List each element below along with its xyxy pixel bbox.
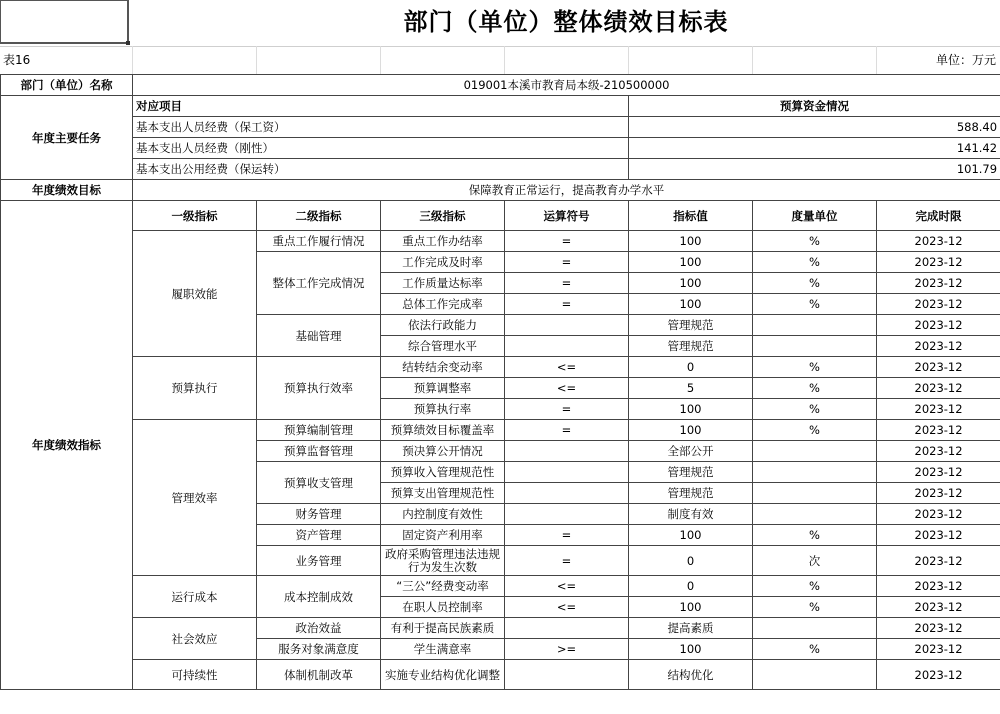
deadline-cell[interactable]: 2023-12 — [877, 420, 1000, 441]
deadline-cell[interactable]: 2023-12 — [877, 462, 1000, 483]
operator-cell[interactable] — [505, 618, 629, 639]
operator-cell[interactable]: <= — [505, 378, 629, 399]
operator-cell[interactable] — [505, 483, 629, 504]
operator-cell[interactable] — [505, 504, 629, 525]
value-cell[interactable]: 结构优化 — [629, 660, 753, 690]
l2-cell[interactable]: 整体工作完成情况 — [257, 252, 381, 315]
l3-cell[interactable]: 预算收入管理规范性 — [381, 462, 505, 483]
unit-cell[interactable] — [753, 441, 877, 462]
gridline — [876, 46, 877, 74]
value-cell[interactable]: 0 — [629, 546, 753, 576]
value-cell[interactable]: 100 — [629, 639, 753, 660]
header-unit: 度量单位 — [753, 201, 877, 231]
deadline-cell[interactable]: 2023-12 — [877, 597, 1000, 618]
task-budget[interactable]: 101.79 — [629, 159, 1000, 180]
operator-cell[interactable]: <= — [505, 576, 629, 597]
value-cell[interactable]: 制度有效 — [629, 504, 753, 525]
l1-cell[interactable]: 可持续性 — [133, 660, 257, 690]
l2-cell[interactable]: 重点工作履行情况 — [257, 231, 381, 252]
gridline — [504, 46, 505, 74]
operator-cell[interactable] — [505, 660, 629, 690]
unit-cell[interactable]: 次 — [753, 546, 877, 576]
operator-cell[interactable]: >= — [505, 639, 629, 660]
task-budget[interactable]: 588.40 — [629, 117, 1000, 138]
l3-cell[interactable]: 预算绩效目标覆盖率 — [381, 420, 505, 441]
unit-cell[interactable] — [753, 504, 877, 525]
gridline — [380, 46, 381, 74]
unit-cell[interactable]: % — [753, 252, 877, 273]
tasks-header-project: 对应项目 — [133, 96, 629, 117]
task-project[interactable]: 基本支出公用经费（保运转） — [133, 159, 629, 180]
l2-cell[interactable]: 预算执行效率 — [257, 357, 381, 420]
deadline-cell[interactable]: 2023-12 — [877, 504, 1000, 525]
unit-cell[interactable]: % — [753, 420, 877, 441]
operator-cell[interactable]: = — [505, 525, 629, 546]
value-cell[interactable]: 100 — [629, 420, 753, 441]
deadline-cell[interactable]: 2023-12 — [877, 315, 1000, 336]
deadline-cell[interactable]: 2023-12 — [877, 231, 1000, 252]
l3-cell[interactable]: 总体工作完成率 — [381, 294, 505, 315]
l3-cell[interactable]: 预决算公开情况 — [381, 441, 505, 462]
value-cell[interactable]: 100 — [629, 597, 753, 618]
fill-handle[interactable] — [126, 41, 130, 45]
operator-cell[interactable]: = — [505, 420, 629, 441]
l3-cell[interactable]: “三公”经费变动率 — [381, 576, 505, 597]
deadline-cell[interactable]: 2023-12 — [877, 294, 1000, 315]
deadline-cell[interactable]: 2023-12 — [877, 336, 1000, 357]
header-value: 指标值 — [629, 201, 753, 231]
operator-cell[interactable]: <= — [505, 597, 629, 618]
value-cell[interactable]: 0 — [629, 576, 753, 597]
operator-cell[interactable] — [505, 462, 629, 483]
header-l3: 三级指标 — [381, 201, 505, 231]
gridline — [132, 46, 133, 74]
value-cell[interactable]: 管理规范 — [629, 483, 753, 504]
operator-cell[interactable] — [505, 336, 629, 357]
value-cell[interactable]: 100 — [629, 273, 753, 294]
l3-cell[interactable]: 依法行政能力 — [381, 315, 505, 336]
deadline-cell[interactable]: 2023-12 — [877, 399, 1000, 420]
l1-cell[interactable]: 运行成本 — [133, 576, 257, 618]
unit-cell[interactable] — [753, 483, 877, 504]
dept-value[interactable]: 019001本溪市教育局本级-210500000 — [133, 75, 1000, 96]
unit-cell[interactable] — [753, 315, 877, 336]
unit-cell[interactable] — [753, 618, 877, 639]
l3-cell[interactable]: 内控制度有效性 — [381, 504, 505, 525]
value-cell[interactable]: 100 — [629, 231, 753, 252]
l3-cell[interactable]: 预算支出管理规范性 — [381, 483, 505, 504]
l2-cell[interactable]: 服务对象满意度 — [257, 639, 381, 660]
unit-cell[interactable]: % — [753, 231, 877, 252]
l3-cell[interactable]: 政府采购管理违法违规行为发生次数 — [381, 546, 505, 576]
l3-cell[interactable]: 工作完成及时率 — [381, 252, 505, 273]
unit-cell[interactable] — [753, 462, 877, 483]
unit-cell[interactable]: % — [753, 357, 877, 378]
value-cell[interactable]: 提高素质 — [629, 618, 753, 639]
unit-cell[interactable]: % — [753, 639, 877, 660]
l2-cell[interactable]: 资产管理 — [257, 525, 381, 546]
operator-cell[interactable]: = — [505, 231, 629, 252]
performance-table — [0, 74, 1000, 690]
value-cell[interactable]: 5 — [629, 378, 753, 399]
l3-cell[interactable]: 结转结余变动率 — [381, 357, 505, 378]
gridline — [752, 46, 753, 74]
value-cell[interactable]: 100 — [629, 294, 753, 315]
deadline-cell[interactable]: 2023-12 — [877, 576, 1000, 597]
unit-label: 单位：万元 — [935, 53, 996, 67]
deadline-cell[interactable]: 2023-12 — [877, 441, 1000, 462]
unit-cell[interactable]: % — [753, 294, 877, 315]
operator-cell[interactable] — [505, 441, 629, 462]
unit-cell[interactable]: % — [753, 525, 877, 546]
l3-cell[interactable]: 在职人员控制率 — [381, 597, 505, 618]
l1-cell[interactable]: 履职效能 — [133, 231, 257, 357]
unit-cell[interactable] — [753, 660, 877, 690]
value-cell[interactable]: 0 — [629, 357, 753, 378]
value-cell[interactable]: 全部公开 — [629, 441, 753, 462]
page-title: 部门（单位）整体绩效目标表 — [403, 8, 729, 36]
subheader-row — [0, 46, 1000, 75]
l2-cell[interactable]: 成本控制成效 — [257, 576, 381, 618]
l3-cell[interactable]: 综合管理水平 — [381, 336, 505, 357]
indicators-label: 年度绩效指标 — [1, 201, 133, 690]
operator-cell[interactable]: <= — [505, 357, 629, 378]
l1-cell[interactable]: 管理效率 — [133, 420, 257, 576]
l3-cell[interactable]: 实施专业结构优化调整 — [381, 660, 505, 690]
l2-cell[interactable]: 体制机制改革 — [257, 660, 381, 690]
l2-cell[interactable]: 基础管理 — [257, 315, 381, 357]
unit-cell[interactable]: % — [753, 378, 877, 399]
gridline — [628, 46, 629, 74]
deadline-cell[interactable]: 2023-12 — [877, 639, 1000, 660]
l2-cell[interactable]: 政治效益 — [257, 618, 381, 639]
gridline — [256, 46, 257, 74]
unit-cell[interactable]: % — [753, 576, 877, 597]
l3-cell[interactable]: 固定资产利用率 — [381, 525, 505, 546]
l2-cell[interactable]: 财务管理 — [257, 504, 381, 525]
cell-name-box[interactable] — [0, 0, 129, 44]
goal-label: 年度绩效目标 — [1, 180, 133, 201]
operator-cell[interactable]: = — [505, 273, 629, 294]
deadline-cell[interactable]: 2023-12 — [877, 357, 1000, 378]
l3-cell[interactable]: 预算执行率 — [381, 399, 505, 420]
task-project[interactable]: 基本支出人员经费（保工资） — [133, 117, 629, 138]
l1-cell[interactable]: 预算执行 — [133, 357, 257, 420]
value-cell[interactable]: 100 — [629, 399, 753, 420]
task-project[interactable]: 基本支出人员经费（刚性） — [133, 138, 629, 159]
unit-cell[interactable]: % — [753, 597, 877, 618]
deadline-cell[interactable]: 2023-12 — [877, 618, 1000, 639]
deadline-cell[interactable]: 2023-12 — [877, 546, 1000, 576]
tasks-label: 年度主要任务 — [1, 96, 133, 180]
value-cell[interactable]: 管理规范 — [629, 315, 753, 336]
table-number: 表16 — [3, 53, 31, 67]
goal-value[interactable]: 保障教育正常运行，提高教育办学水平 — [133, 180, 1000, 201]
l3-cell[interactable]: 学生满意率 — [381, 639, 505, 660]
value-cell[interactable]: 100 — [629, 525, 753, 546]
title-bar — [0, 0, 1000, 47]
task-budget[interactable]: 141.42 — [629, 138, 1000, 159]
value-cell[interactable]: 管理规范 — [629, 462, 753, 483]
operator-cell[interactable]: = — [505, 252, 629, 273]
deadline-cell[interactable]: 2023-12 — [877, 660, 1000, 690]
unit-cell[interactable] — [753, 336, 877, 357]
l1-cell[interactable]: 社会效应 — [133, 618, 257, 660]
l2-cell[interactable]: 预算收支管理 — [257, 462, 381, 504]
operator-cell[interactable] — [505, 315, 629, 336]
value-cell[interactable]: 管理规范 — [629, 336, 753, 357]
deadline-cell[interactable]: 2023-12 — [877, 252, 1000, 273]
l3-cell[interactable]: 预算调整率 — [381, 378, 505, 399]
header-l1: 一级指标 — [133, 201, 257, 231]
l3-cell[interactable]: 重点工作办结率 — [381, 231, 505, 252]
operator-cell[interactable]: = — [505, 294, 629, 315]
tasks-header-budget: 预算资金情况 — [629, 96, 1000, 117]
header-operator: 运算符号 — [505, 201, 629, 231]
deadline-cell[interactable]: 2023-12 — [877, 483, 1000, 504]
operator-cell[interactable]: = — [505, 546, 629, 576]
unit-cell[interactable]: % — [753, 273, 877, 294]
dept-label: 部门（单位）名称 — [1, 75, 133, 96]
l3-cell[interactable]: 有利于提高民族素质 — [381, 618, 505, 639]
l2-cell[interactable]: 预算监督管理 — [257, 441, 381, 462]
l2-cell[interactable]: 预算编制管理 — [257, 420, 381, 441]
l3-cell[interactable]: 工作质量达标率 — [381, 273, 505, 294]
operator-cell[interactable]: = — [505, 399, 629, 420]
deadline-cell[interactable]: 2023-12 — [877, 273, 1000, 294]
header-deadline: 完成时限 — [877, 201, 1000, 231]
value-cell[interactable]: 100 — [629, 252, 753, 273]
l2-cell[interactable]: 业务管理 — [257, 546, 381, 576]
deadline-cell[interactable]: 2023-12 — [877, 525, 1000, 546]
header-l2: 二级指标 — [257, 201, 381, 231]
deadline-cell[interactable]: 2023-12 — [877, 378, 1000, 399]
unit-cell[interactable]: % — [753, 399, 877, 420]
